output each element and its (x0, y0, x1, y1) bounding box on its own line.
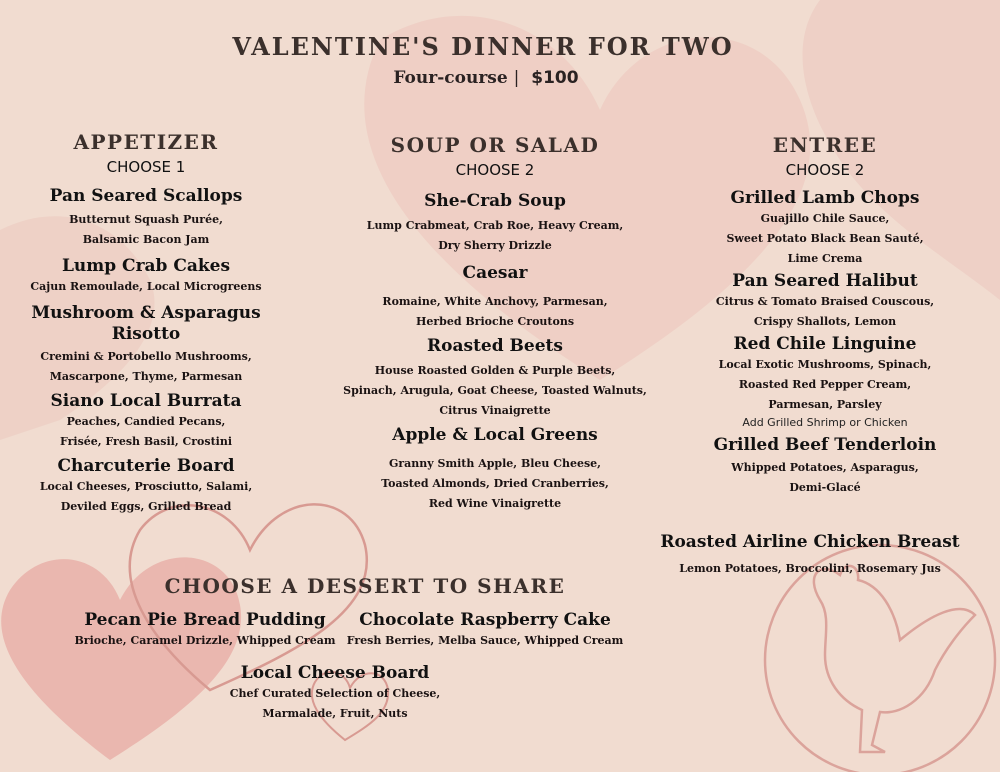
price-separator: | (513, 68, 520, 88)
menu-item (670, 188, 980, 269)
dish-desc: Dry Sherry Drizzle (438, 239, 552, 252)
dish-name: Charcuterie Board (57, 456, 235, 476)
menu-item (0, 186, 292, 250)
menu-item (0, 391, 292, 452)
dish-desc: Balsamic Bacon Jam (82, 233, 210, 246)
menu-price: $100 (531, 68, 579, 88)
dish-name: Roasted Airline Chicken Breast (660, 532, 960, 552)
dish-name: Caesar (462, 263, 528, 283)
dessert-heading: CHOOSE A DESSERT TO SHARE (164, 574, 566, 598)
menu-item (330, 425, 660, 514)
dish-desc: Citrus & Tomato Braised Couscous, (715, 295, 935, 308)
dish-desc: Demi-Glacé (789, 481, 861, 494)
menu-item (670, 334, 980, 431)
dish-name: Red Chile Linguine (733, 334, 917, 354)
dish-desc: Roasted Red Pepper Cream, (738, 378, 912, 391)
menu-item (0, 256, 292, 297)
dish-desc: Sweet Potato Black Bean Sauté, (726, 232, 924, 245)
soup-salad-choose: CHOOSE 2 (455, 161, 535, 179)
entree-heading: ENTREE (772, 133, 878, 157)
menu-price-line (0, 68, 972, 88)
dish-desc: Peaches, Candied Pecans, (66, 415, 226, 428)
menu-item (330, 263, 660, 332)
dish-name: Apple & Local Greens (392, 425, 598, 445)
dish-desc: Crispy Shallots, Lemon (753, 315, 897, 328)
dish-desc: Citrus Vinaigrette (439, 404, 551, 417)
dish-name: Grilled Lamb Chops (730, 188, 920, 208)
menu-item (0, 456, 292, 517)
entree-choose: CHOOSE 2 (785, 161, 865, 179)
dish-desc: Cremini & Portobello Mushrooms, (40, 350, 252, 363)
menu-item (0, 303, 292, 387)
dish-name: Local Cheese Board (240, 663, 430, 683)
entree-section (670, 133, 980, 498)
dish-desc: Lemon Potatoes, Broccolini, Rosemary Jus (679, 562, 941, 575)
dish-name: Chocolate Raspberry Cake (359, 610, 611, 630)
soup-salad-heading: SOUP OR SALAD (390, 133, 600, 157)
dish-desc: Marmalade, Fruit, Nuts (262, 707, 408, 720)
dish-name: Pecan Pie Bread Pudding (84, 610, 326, 630)
dish-desc: Brioche, Caramel Drizzle, Whipped Cream (74, 634, 336, 647)
dish-desc: Granny Smith Apple, Bleu Cheese, (388, 457, 602, 470)
appetizer-heading: APPETIZER (73, 130, 219, 154)
menu-item (670, 271, 980, 332)
dish-desc: Frisée, Fresh Basil, Crostini (59, 435, 233, 448)
dish-desc: Butternut Squash Purée, (69, 213, 223, 226)
dish-desc: Deviled Eggs, Grilled Bread (60, 500, 232, 513)
menu-item (330, 191, 660, 256)
dish-name: Grilled Beef Tenderloin (713, 435, 937, 455)
appetizer-choose: CHOOSE 1 (106, 158, 186, 176)
dish-desc: Spinach, Arugula, Goat Cheese, Toasted Walnuts, (343, 384, 647, 397)
dish-desc: Lump Crabmeat, Crab Roe, Heavy Cream, (366, 219, 624, 232)
dish-desc: Whipped Potatoes, Asparagus, (731, 461, 919, 474)
dish-desc: Local Exotic Mushrooms, Spinach, (718, 358, 932, 371)
dish-desc: Parmesan, Parsley (768, 398, 882, 411)
menu-item (670, 435, 980, 498)
soup-salad-section (330, 133, 660, 514)
dessert-item (340, 610, 630, 651)
dessert-item (200, 663, 470, 724)
dish-desc: Mascarpone, Thyme, Parmesan (49, 370, 243, 383)
dish-name: Pan Seared Halibut (732, 271, 918, 291)
menu-item (330, 336, 660, 421)
dish-desc: Toasted Almonds, Dried Cranberries, (381, 477, 609, 490)
dish-name: Lump Crab Cakes (61, 256, 231, 276)
dessert-item (70, 610, 340, 651)
dish-desc: Cajun Remoulade, Local Microgreens (30, 280, 262, 293)
dish-add-on-note: Add Grilled Shrimp or Chicken (742, 416, 908, 429)
dish-desc: Local Cheeses, Prosciutto, Salami, (39, 480, 253, 493)
dish-desc: Herbed Brioche Croutons (415, 315, 575, 328)
dish-desc: Chef Curated Selection of Cheese, (229, 687, 441, 700)
dish-name: Roasted Beets (427, 336, 563, 356)
dish-desc: Lime Crema (787, 252, 863, 265)
menu-title: VALENTINE'S DINNER FOR TWO (232, 32, 734, 61)
appetizer-section (0, 130, 292, 517)
dish-name: Pan Seared Scallops (49, 186, 243, 206)
dish-name: Siano Local Burrata (50, 391, 242, 411)
dish-desc: Fresh Berries, Melba Sauce, Whipped Cream (346, 634, 624, 647)
entree-item-wide (640, 532, 980, 579)
dish-name: Mushroom & Asparagus Risotto (31, 303, 261, 344)
dish-desc: Red Wine Vinaigrette (428, 497, 562, 510)
course-count: Four-course (393, 68, 508, 88)
dish-desc: Romaine, White Anchovy, Parmesan, (382, 295, 608, 308)
dish-desc: House Roasted Golden & Purple Beets, (374, 364, 616, 377)
dish-desc: Guajillo Chile Sauce, (760, 212, 890, 225)
dish-name: She-Crab Soup (424, 191, 566, 211)
